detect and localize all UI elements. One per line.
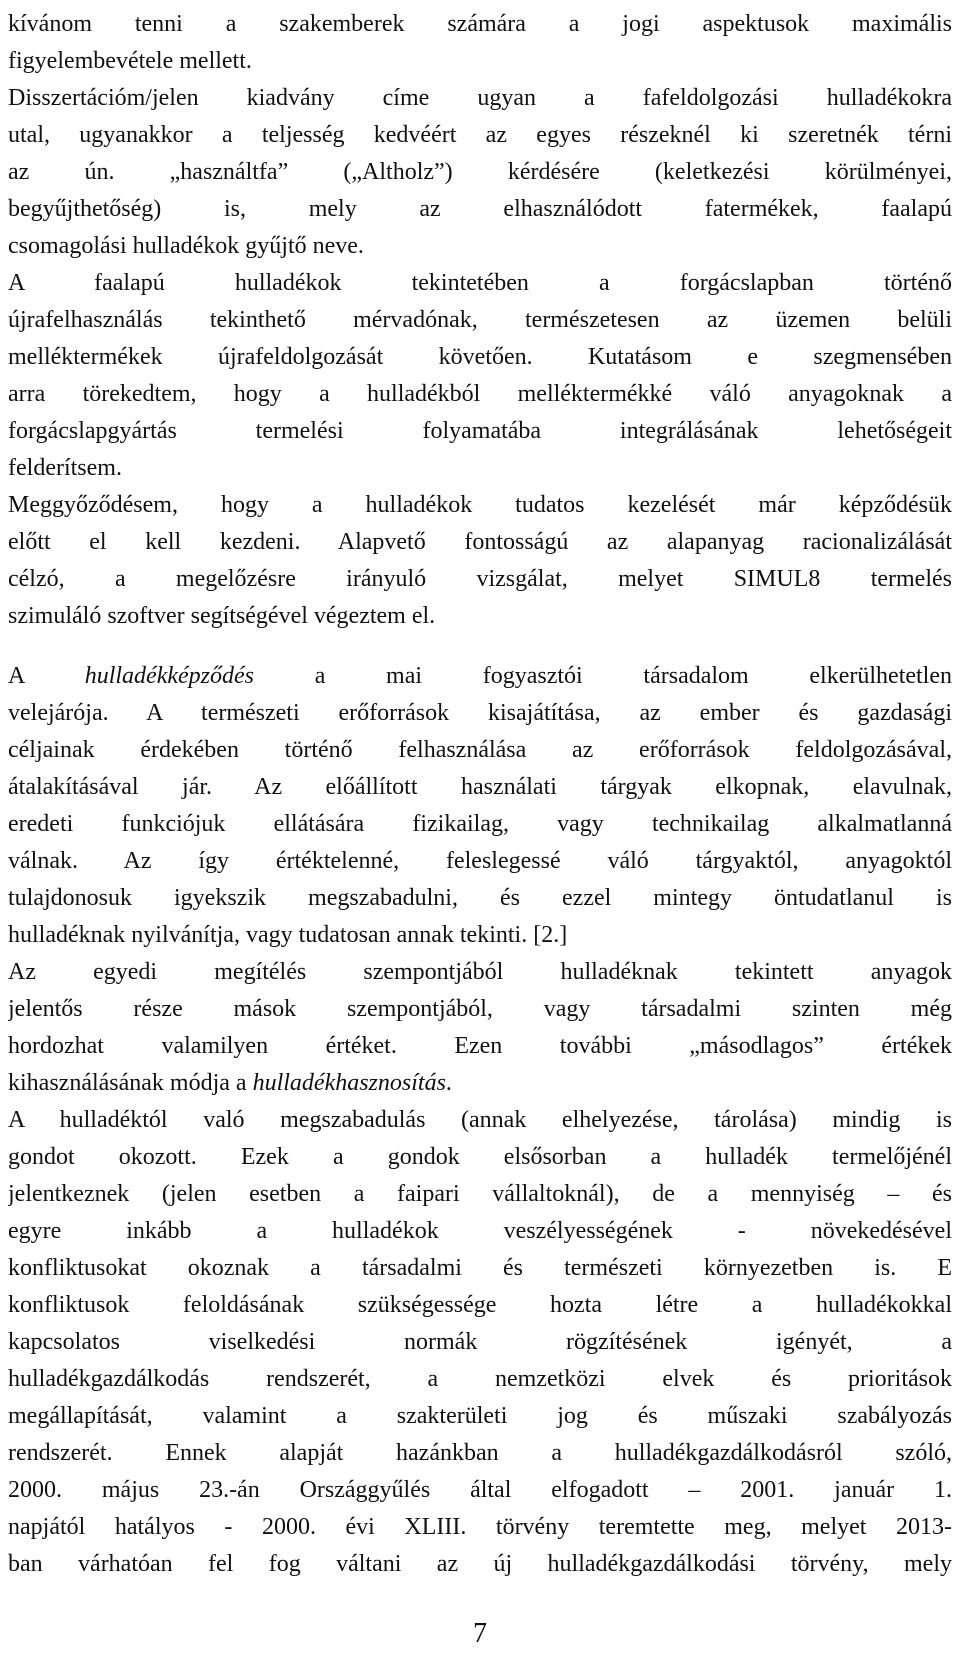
paragraph-block-main bbox=[8, 658, 952, 1583]
text-line: konfliktusok feloldásának szükségessége hozta létre a hulladékokkal bbox=[8, 1292, 952, 1318]
text-line: eredeti funkciójuk ellátására fizikailag, vagy technikailag alkalmatlanná bbox=[8, 811, 952, 837]
text-line: 2000. május 23.-án Országgyűlés által elfogadott – 2001. január 1. bbox=[8, 1477, 952, 1503]
text-line: kapcsolatos viselkedési normák rögzítésének igényét, a bbox=[8, 1329, 952, 1355]
text-line: arra törekedtem, hogy a hulladékból melléktermékké váló anyagoknak a bbox=[8, 381, 952, 407]
text-line: átalakításával jár. Az előállított használati tárgyak elkopnak, elavulnak, bbox=[8, 774, 952, 800]
text-run: . bbox=[445, 1070, 452, 1096]
text-line: tulajdonosuk igyekszik megszabadulni, és ezzel mintegy öntudatlanul is bbox=[8, 885, 952, 911]
paragraph-block-intro bbox=[8, 6, 952, 635]
text-line: konfliktusokat okoznak a társadalmi és természeti környezetben is. E bbox=[8, 1255, 952, 1281]
text-line: velejárója. A természeti erőforrások kisajátítása, az ember és gazdasági bbox=[8, 700, 952, 726]
text-line: rendszerét. Ennek alapját hazánkban a hulladékgazdálkodásról szóló, bbox=[8, 1440, 952, 1466]
text-line: hordozhat valamilyen értéket. Ezen további „másodlagos” értékek bbox=[8, 1033, 952, 1059]
text-line: jelentkeznek (jelen esetben a faipari vállaltoknál), de a mennyiség – és bbox=[8, 1181, 952, 1207]
text-line: Az egyedi megítélés szempontjából hulladéknak tekintett anyagok bbox=[8, 959, 952, 985]
text-line: A hulladéktól való megszabadulás (annak elhelyezése, tárolása) mindig is bbox=[8, 1107, 952, 1133]
text-line: gondot okozott. Ezek a gondok elsősorban a hulladék termelőjénél bbox=[8, 1144, 952, 1170]
text-line: megállapítását, valamint a szakterületi jog és műszaki szabályozás bbox=[8, 1403, 952, 1429]
text-line: hulladéknak nyilvánítja, vagy tudatosan annak tekinti. [2.] bbox=[8, 922, 568, 948]
text-line: csomagolási hulladékok gyűjtő neve. bbox=[8, 233, 364, 259]
text-line: egyre inkább a hulladékok veszélyességének - növekedésével bbox=[8, 1218, 952, 1244]
text-run: kihasználásának módja a bbox=[8, 1070, 253, 1096]
text-run: A bbox=[8, 663, 85, 689]
text-line: napjától hatályos - 2000. évi XLIII. törvény teremtette meg, melyet 2013- bbox=[8, 1514, 952, 1540]
text-line: forgácslapgyártás termelési folyamatába integrálásának lehetőségeit bbox=[8, 418, 952, 444]
text-line: célzó, a megelőzésre irányuló vizsgálat, melyet SIMUL8 termelés bbox=[8, 566, 952, 592]
text-line: céljainak érdekében történő felhasználása az erőforrások feldolgozásával, bbox=[8, 737, 952, 763]
text-line: az ún. „használtfa” („Altholz”) kérdésére (keletkezési körülményei, bbox=[8, 159, 952, 185]
text-line: ban várhatóan fel fog váltani az új hulladékgazdálkodási törvény, mely bbox=[8, 1551, 952, 1577]
text-line: kívánom tenni a szakemberek számára a jogi aspektusok maximális bbox=[8, 11, 952, 37]
page-number: 7 bbox=[473, 1618, 487, 1649]
text-line: Disszertációm/jelen kiadvány címe ugyan a fafeldolgozási hulladékokra bbox=[8, 85, 952, 111]
text-run: a mai fogyasztói társadalom elkerülhetetlen bbox=[254, 663, 952, 689]
text-line: melléktermékek újrafeldolgozását követően. Kutatásom e szegmensében bbox=[8, 344, 952, 370]
emphasis-term: hulladékképződés bbox=[84, 663, 254, 689]
text-line-with-emphasis bbox=[8, 1065, 952, 1102]
text-line: előtt el kell kezdeni. Alapvető fontosságú az alapanyag racionalizálását bbox=[8, 529, 952, 555]
text-line: figyelembevétele mellett. bbox=[8, 48, 252, 74]
text-line-with-emphasis bbox=[8, 658, 952, 695]
text-line: jelentős része mások szempontjából, vagy társadalmi szinten még bbox=[8, 996, 952, 1022]
text-line: újrafelhasználás tekinthető mérvadónak, természetesen az üzemen belüli bbox=[8, 307, 952, 333]
text-line: Meggyőződésem, hogy a hulladékok tudatos kezelését már képződésük bbox=[8, 492, 952, 518]
text-line: hulladékgazdálkodás rendszerét, a nemzetközi elvek és prioritások bbox=[8, 1366, 952, 1392]
text-line: begyűjthetőség) is, mely az elhasználódott fatermékek, faalapú bbox=[8, 196, 952, 222]
text-line: utal, ugyanakkor a teljesség kedvéért az egyes részeknél ki szeretnék térni bbox=[8, 122, 952, 148]
text-line: szimuláló szoftver segítségével végeztem el. bbox=[8, 603, 436, 629]
text-line: A faalapú hulladékok tekintetében a forgácslapban történő bbox=[8, 270, 952, 296]
text-line: felderítsem. bbox=[8, 455, 122, 481]
text-line: válnak. Az így értéktelenné, feleslegessé váló tárgyaktól, anyagoktól bbox=[8, 848, 952, 874]
emphasis-term: hulladékhasznosítás bbox=[252, 1070, 446, 1096]
